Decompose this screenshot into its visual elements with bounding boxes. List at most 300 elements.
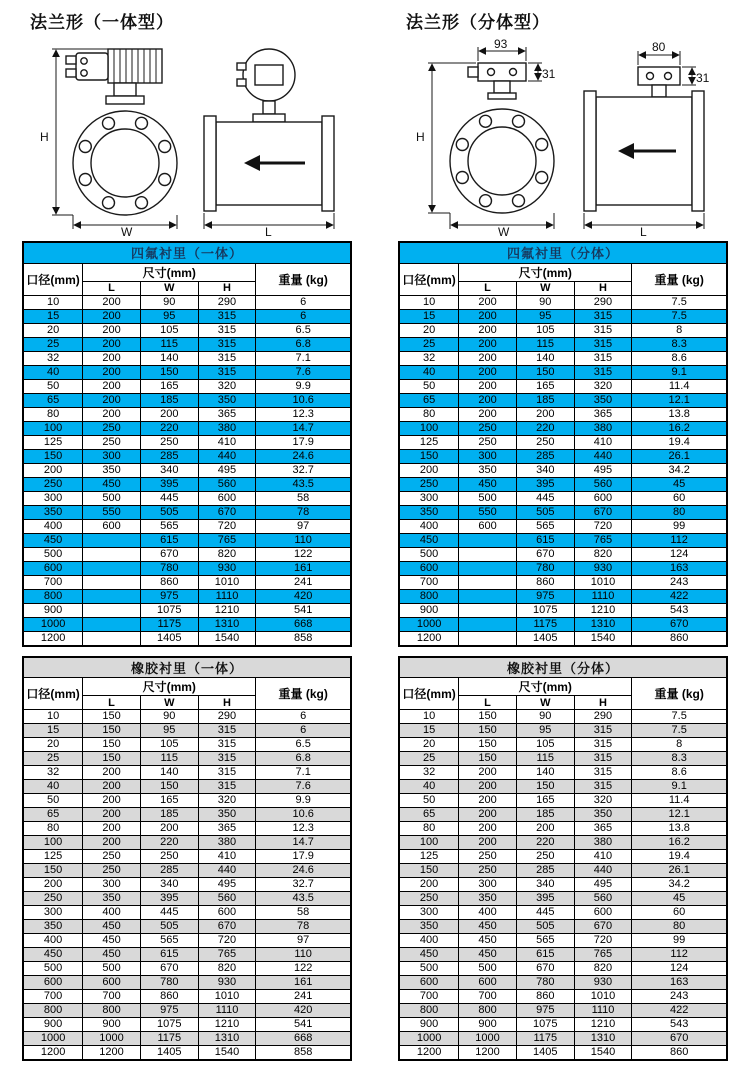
table-cell: 220 bbox=[516, 421, 574, 435]
table-cell: 125 bbox=[399, 435, 459, 449]
table-cell: 860 bbox=[632, 631, 727, 646]
table-cell: 450 bbox=[459, 920, 517, 934]
table-cell: 1000 bbox=[399, 1032, 459, 1046]
table-cell: 780 bbox=[516, 561, 574, 575]
table-cell: 20 bbox=[23, 738, 83, 752]
table-cell: 50 bbox=[399, 379, 459, 393]
cable-gland bbox=[237, 63, 246, 70]
table-row bbox=[23, 379, 351, 393]
table-cell: 380 bbox=[198, 836, 256, 850]
table-cell: 1075 bbox=[516, 603, 574, 617]
table-cell: 80 bbox=[632, 920, 727, 934]
table-row bbox=[399, 379, 727, 393]
table-cell: 930 bbox=[198, 561, 256, 575]
table-cell: 250 bbox=[140, 850, 198, 864]
table-cell: 350 bbox=[399, 505, 459, 519]
table-cell: 450 bbox=[459, 934, 517, 948]
table-cell: 365 bbox=[198, 407, 256, 421]
dim-label-side-width: 80 bbox=[652, 40, 666, 54]
table-cell: 975 bbox=[516, 1004, 574, 1018]
table-cell: 615 bbox=[140, 533, 198, 547]
junction-screw bbox=[510, 69, 517, 76]
table-cell: 565 bbox=[140, 519, 198, 533]
table-cell: 115 bbox=[516, 337, 574, 351]
table-cell: 200 bbox=[83, 309, 141, 323]
table-cell: 1175 bbox=[516, 1032, 574, 1046]
table-cell: 200 bbox=[459, 323, 517, 337]
table-cell: 165 bbox=[140, 379, 198, 393]
table-row bbox=[23, 1046, 351, 1061]
table-cell: 20 bbox=[23, 323, 83, 337]
table-cell: 315 bbox=[198, 351, 256, 365]
table-cell: 315 bbox=[574, 365, 632, 379]
col-header-h: H bbox=[198, 281, 256, 295]
table-cell: 300 bbox=[459, 878, 517, 892]
table-cell: 315 bbox=[198, 365, 256, 379]
table-cell: 90 bbox=[140, 295, 198, 309]
table-cell: 422 bbox=[632, 1004, 727, 1018]
table-cell: 10.6 bbox=[256, 808, 351, 822]
table-cell: 975 bbox=[140, 1004, 198, 1018]
col-header-size: 尺寸(mm) bbox=[83, 263, 256, 281]
table-cell: 340 bbox=[516, 878, 574, 892]
integrated-side-view bbox=[204, 49, 334, 239]
table-cell: 26.1 bbox=[632, 864, 727, 878]
junction-box bbox=[638, 67, 680, 85]
table-row bbox=[399, 491, 727, 505]
flange-left bbox=[204, 116, 216, 211]
table-cell bbox=[83, 631, 141, 646]
table-cell: 17.9 bbox=[256, 850, 351, 864]
table-cell: 315 bbox=[574, 766, 632, 780]
table-row bbox=[399, 337, 727, 351]
table-cell: 17.9 bbox=[256, 435, 351, 449]
table-cell: 250 bbox=[83, 850, 141, 864]
flange-bore bbox=[468, 127, 536, 195]
table-cell: 315 bbox=[198, 780, 256, 794]
table-row bbox=[399, 393, 727, 407]
table-cell: 300 bbox=[83, 878, 141, 892]
table-cell: 8.6 bbox=[632, 351, 727, 365]
table-cell: 200 bbox=[83, 365, 141, 379]
table-cell: 1075 bbox=[140, 603, 198, 617]
table-cell: 820 bbox=[198, 962, 256, 976]
neck bbox=[652, 85, 666, 97]
table-cell: 250 bbox=[399, 477, 459, 491]
table-cell: 161 bbox=[256, 976, 351, 990]
table-cell bbox=[83, 547, 141, 561]
table-cell: 1405 bbox=[516, 1046, 574, 1061]
table-cell: 1010 bbox=[574, 575, 632, 589]
table-row bbox=[23, 309, 351, 323]
table-cell: 900 bbox=[23, 1018, 83, 1032]
table-cell: 250 bbox=[83, 864, 141, 878]
table-cell: 8.3 bbox=[632, 752, 727, 766]
table-cell: 40 bbox=[399, 365, 459, 379]
col-header-l: L bbox=[459, 281, 517, 295]
neck-collar bbox=[106, 96, 144, 104]
table-cell: 285 bbox=[516, 864, 574, 878]
table-cell: 858 bbox=[256, 1046, 351, 1061]
neck bbox=[494, 81, 510, 93]
table-cell: 1110 bbox=[198, 1004, 256, 1018]
table-cell: 720 bbox=[198, 519, 256, 533]
table-cell: 9.9 bbox=[256, 794, 351, 808]
table-row bbox=[399, 351, 727, 365]
table-row bbox=[399, 421, 727, 435]
table-cell: 32.7 bbox=[256, 878, 351, 892]
table-cell: 24.6 bbox=[256, 864, 351, 878]
table-cell: 9.1 bbox=[632, 365, 727, 379]
table-cell: 50 bbox=[399, 794, 459, 808]
table-cell: 600 bbox=[198, 491, 256, 505]
col-header-w: W bbox=[516, 696, 574, 710]
table-cell: 200 bbox=[516, 822, 574, 836]
table-cell: 395 bbox=[516, 477, 574, 491]
table-cell: 290 bbox=[198, 710, 256, 724]
table-cell: 670 bbox=[574, 920, 632, 934]
table-cell: 1200 bbox=[399, 631, 459, 646]
table-cell: 1540 bbox=[198, 631, 256, 646]
table-cell: 110 bbox=[256, 948, 351, 962]
table-cell: 975 bbox=[140, 589, 198, 603]
table-cell: 400 bbox=[23, 934, 83, 948]
table-cell: 400 bbox=[399, 519, 459, 533]
table-cell: 670 bbox=[198, 505, 256, 519]
table-row bbox=[23, 934, 351, 948]
table-cell: 150 bbox=[83, 710, 141, 724]
table-cell: 200 bbox=[459, 836, 517, 850]
table-row bbox=[399, 1018, 727, 1032]
table-cell: 410 bbox=[574, 850, 632, 864]
table-cell: 320 bbox=[198, 794, 256, 808]
table-cell: 15 bbox=[23, 309, 83, 323]
table-cell: 200 bbox=[83, 337, 141, 351]
table-cell: 541 bbox=[256, 603, 351, 617]
table-cell: 20 bbox=[399, 738, 459, 752]
table-cell: 200 bbox=[459, 309, 517, 323]
table-cell: 600 bbox=[399, 561, 459, 575]
table-row bbox=[399, 295, 727, 309]
table-cell: 395 bbox=[516, 892, 574, 906]
table-cell: 45 bbox=[632, 892, 727, 906]
table-cell: 124 bbox=[632, 547, 727, 561]
table-cell: 80 bbox=[23, 407, 83, 421]
table-cell: 445 bbox=[516, 906, 574, 920]
table-cell: 19.4 bbox=[632, 435, 727, 449]
table-cell: 200 bbox=[83, 780, 141, 794]
table-cell: 350 bbox=[459, 892, 517, 906]
table-cell: 10 bbox=[399, 710, 459, 724]
table-row bbox=[399, 836, 727, 850]
table-cell: 600 bbox=[23, 976, 83, 990]
table-cell: 125 bbox=[23, 435, 83, 449]
table-cell: 765 bbox=[574, 533, 632, 547]
flange-left bbox=[584, 91, 596, 211]
table-cell: 860 bbox=[516, 990, 574, 1004]
table-cell: 200 bbox=[459, 351, 517, 365]
table-cell: 43.5 bbox=[256, 892, 351, 906]
table-cell: 350 bbox=[198, 393, 256, 407]
table-cell: 200 bbox=[83, 379, 141, 393]
col-header-h: H bbox=[574, 696, 632, 710]
table-cell: 1010 bbox=[574, 990, 632, 1004]
table-cell: 440 bbox=[574, 449, 632, 463]
table-cell: 1210 bbox=[574, 603, 632, 617]
col-header-size: 尺寸(mm) bbox=[459, 263, 632, 281]
table-cell: 65 bbox=[399, 808, 459, 822]
table-row bbox=[399, 1032, 727, 1046]
table-cell: 80 bbox=[399, 822, 459, 836]
table-cell: 100 bbox=[399, 421, 459, 435]
table-row bbox=[399, 878, 727, 892]
table-cell: 900 bbox=[399, 603, 459, 617]
table-cell: 495 bbox=[574, 463, 632, 477]
table-cell: 975 bbox=[516, 589, 574, 603]
table-cell: 285 bbox=[516, 449, 574, 463]
table-cell: 185 bbox=[140, 393, 198, 407]
table-cell: 505 bbox=[516, 920, 574, 934]
col-header-weight: 重量 (kg) bbox=[256, 678, 351, 710]
table-cell: 112 bbox=[632, 533, 727, 547]
table-cell: 6 bbox=[256, 309, 351, 323]
table-cell: 90 bbox=[140, 710, 198, 724]
table-row bbox=[399, 738, 727, 752]
table-cell: 600 bbox=[399, 976, 459, 990]
col-header-size: 尺寸(mm) bbox=[83, 678, 256, 696]
table-cell: 600 bbox=[574, 906, 632, 920]
table-cell: 450 bbox=[459, 948, 517, 962]
table-cell: 115 bbox=[140, 337, 198, 351]
table-cell: 350 bbox=[198, 808, 256, 822]
table-cell: 250 bbox=[140, 435, 198, 449]
table-cell: 200 bbox=[459, 794, 517, 808]
table-cell: 97 bbox=[256, 519, 351, 533]
table-cell: 15 bbox=[399, 309, 459, 323]
table-cell: 380 bbox=[574, 421, 632, 435]
table-row bbox=[23, 393, 351, 407]
table-row bbox=[399, 850, 727, 864]
neck-collar bbox=[253, 114, 285, 122]
table-row bbox=[399, 463, 727, 477]
table-cell: 32 bbox=[23, 766, 83, 780]
table-cell: 250 bbox=[516, 435, 574, 449]
table-cell: 250 bbox=[83, 421, 141, 435]
table-cell: 40 bbox=[23, 780, 83, 794]
table-cell: 450 bbox=[399, 533, 459, 547]
table-cell: 32 bbox=[23, 351, 83, 365]
table-row bbox=[23, 365, 351, 379]
table-row bbox=[23, 1018, 351, 1032]
table-row bbox=[399, 822, 727, 836]
table-cell: 340 bbox=[140, 463, 198, 477]
table-cell: 1000 bbox=[459, 1032, 517, 1046]
table-body bbox=[23, 710, 351, 1061]
table-cell: 80 bbox=[399, 407, 459, 421]
table-cell: 150 bbox=[459, 710, 517, 724]
table-cell: 250 bbox=[23, 477, 83, 491]
table-cell: 315 bbox=[198, 323, 256, 337]
table-cell: 6 bbox=[256, 710, 351, 724]
table-cell: 315 bbox=[574, 323, 632, 337]
table-cell: 78 bbox=[256, 920, 351, 934]
table-cell: 105 bbox=[140, 738, 198, 752]
table-cell: 200 bbox=[83, 393, 141, 407]
table-row bbox=[399, 365, 727, 379]
table-cell: 565 bbox=[516, 934, 574, 948]
table-cell: 25 bbox=[23, 752, 83, 766]
table-cell: 200 bbox=[23, 878, 83, 892]
table-cell: 395 bbox=[140, 477, 198, 491]
table-cell: 1075 bbox=[140, 1018, 198, 1032]
flange-right bbox=[692, 91, 704, 211]
table-cell: 670 bbox=[198, 920, 256, 934]
table-row bbox=[23, 738, 351, 752]
table-cell: 20 bbox=[399, 323, 459, 337]
table-cell: 500 bbox=[83, 491, 141, 505]
table-cell: 45 bbox=[632, 477, 727, 491]
table-row bbox=[23, 850, 351, 864]
table-cell: 16.2 bbox=[632, 421, 727, 435]
table-cell: 65 bbox=[23, 393, 83, 407]
table-row bbox=[23, 794, 351, 808]
table-cell: 6 bbox=[256, 724, 351, 738]
table-cell: 150 bbox=[83, 738, 141, 752]
table-cell: 315 bbox=[198, 766, 256, 780]
table-cell: 7.5 bbox=[632, 710, 727, 724]
table-cell: 43.5 bbox=[256, 477, 351, 491]
table-row bbox=[23, 603, 351, 617]
table-row bbox=[399, 948, 727, 962]
table-row bbox=[23, 631, 351, 646]
table-cell: 11.4 bbox=[632, 379, 727, 393]
table-cell: 550 bbox=[459, 505, 517, 519]
table-cell: 12.1 bbox=[632, 808, 727, 822]
table-cell: 500 bbox=[459, 491, 517, 505]
table-cell: 32 bbox=[399, 766, 459, 780]
cable-gland bbox=[468, 67, 478, 77]
table-cell: 200 bbox=[459, 337, 517, 351]
table-cell: 315 bbox=[574, 351, 632, 365]
neck bbox=[263, 101, 275, 114]
table-cell: 300 bbox=[23, 906, 83, 920]
table-cell: 450 bbox=[83, 477, 141, 491]
table-cell: 445 bbox=[516, 491, 574, 505]
table-cell: 1010 bbox=[198, 575, 256, 589]
table-cell bbox=[83, 589, 141, 603]
section-title-split: 法兰形（分体型） bbox=[406, 13, 550, 32]
table-cell: 8.3 bbox=[632, 337, 727, 351]
col-header-size: 尺寸(mm) bbox=[459, 678, 632, 696]
table-row bbox=[399, 575, 727, 589]
table-cell: 615 bbox=[516, 533, 574, 547]
table-cell: 105 bbox=[140, 323, 198, 337]
table-cell: 315 bbox=[574, 738, 632, 752]
table-cell: 1310 bbox=[198, 617, 256, 631]
table-row bbox=[399, 724, 727, 738]
table-cell: 315 bbox=[574, 752, 632, 766]
table-cell: 105 bbox=[516, 323, 574, 337]
table-row bbox=[399, 449, 727, 463]
table-cell: 380 bbox=[198, 421, 256, 435]
table-cell: 400 bbox=[399, 934, 459, 948]
col-header-diameter: 口径(mm) bbox=[23, 263, 83, 295]
table-row bbox=[23, 822, 351, 836]
table-cell: 200 bbox=[83, 794, 141, 808]
table-cell: 100 bbox=[23, 421, 83, 435]
table-row bbox=[23, 337, 351, 351]
table-cell: 115 bbox=[516, 752, 574, 766]
table-cell: 7.5 bbox=[632, 295, 727, 309]
junction-box bbox=[478, 63, 526, 81]
table-cell: 565 bbox=[516, 519, 574, 533]
table-row bbox=[399, 589, 727, 603]
table-cell: 315 bbox=[574, 780, 632, 794]
dim-label-front-height: 31 bbox=[542, 67, 556, 81]
table-cell: 290 bbox=[574, 710, 632, 724]
table-cell: 16.2 bbox=[632, 836, 727, 850]
dim-label-w: W bbox=[121, 225, 133, 239]
table-cell: 1405 bbox=[516, 631, 574, 646]
table-row bbox=[399, 808, 727, 822]
table-cell: 7.6 bbox=[256, 780, 351, 794]
table-cell: 125 bbox=[399, 850, 459, 864]
col-header-weight: 重量 (kg) bbox=[632, 678, 727, 710]
table-cell: 250 bbox=[459, 850, 517, 864]
table-cell: 350 bbox=[574, 808, 632, 822]
table-row bbox=[23, 323, 351, 337]
table-cell: 500 bbox=[399, 547, 459, 561]
table-cell: 200 bbox=[140, 407, 198, 421]
table-cell: 100 bbox=[23, 836, 83, 850]
table-cell: 500 bbox=[399, 962, 459, 976]
table-cell: 700 bbox=[23, 575, 83, 589]
col-header-w: W bbox=[140, 696, 198, 710]
table-cell: 150 bbox=[83, 752, 141, 766]
table-cell: 445 bbox=[140, 491, 198, 505]
table-cell: 32.7 bbox=[256, 463, 351, 477]
table-cell: 1540 bbox=[574, 631, 632, 646]
table-cell: 350 bbox=[574, 393, 632, 407]
table-cell: 1405 bbox=[140, 631, 198, 646]
table-cell: 1000 bbox=[399, 617, 459, 631]
table-cell: 1540 bbox=[198, 1046, 256, 1061]
table-cell: 700 bbox=[23, 990, 83, 1004]
dim-label-l: L bbox=[640, 225, 647, 239]
table-row bbox=[399, 1046, 727, 1061]
table-cell: 24.6 bbox=[256, 449, 351, 463]
table-cell: 65 bbox=[23, 808, 83, 822]
table-cell: 285 bbox=[140, 449, 198, 463]
table-cell: 1000 bbox=[23, 1032, 83, 1046]
table-cell: 350 bbox=[399, 920, 459, 934]
table-cell: 670 bbox=[574, 505, 632, 519]
table-row bbox=[23, 892, 351, 906]
table-cell: 80 bbox=[632, 505, 727, 519]
table-cell: 450 bbox=[83, 920, 141, 934]
table-row bbox=[23, 962, 351, 976]
table-cell: 495 bbox=[574, 878, 632, 892]
table-cell: 670 bbox=[516, 962, 574, 976]
table-cell: 165 bbox=[516, 794, 574, 808]
table-row bbox=[399, 477, 727, 491]
table-cell: 400 bbox=[83, 906, 141, 920]
table-cell: 560 bbox=[198, 892, 256, 906]
table-cell: 7.1 bbox=[256, 351, 351, 365]
table-row bbox=[399, 505, 727, 519]
table-cell: 150 bbox=[459, 724, 517, 738]
table-cell: 90 bbox=[516, 295, 574, 309]
